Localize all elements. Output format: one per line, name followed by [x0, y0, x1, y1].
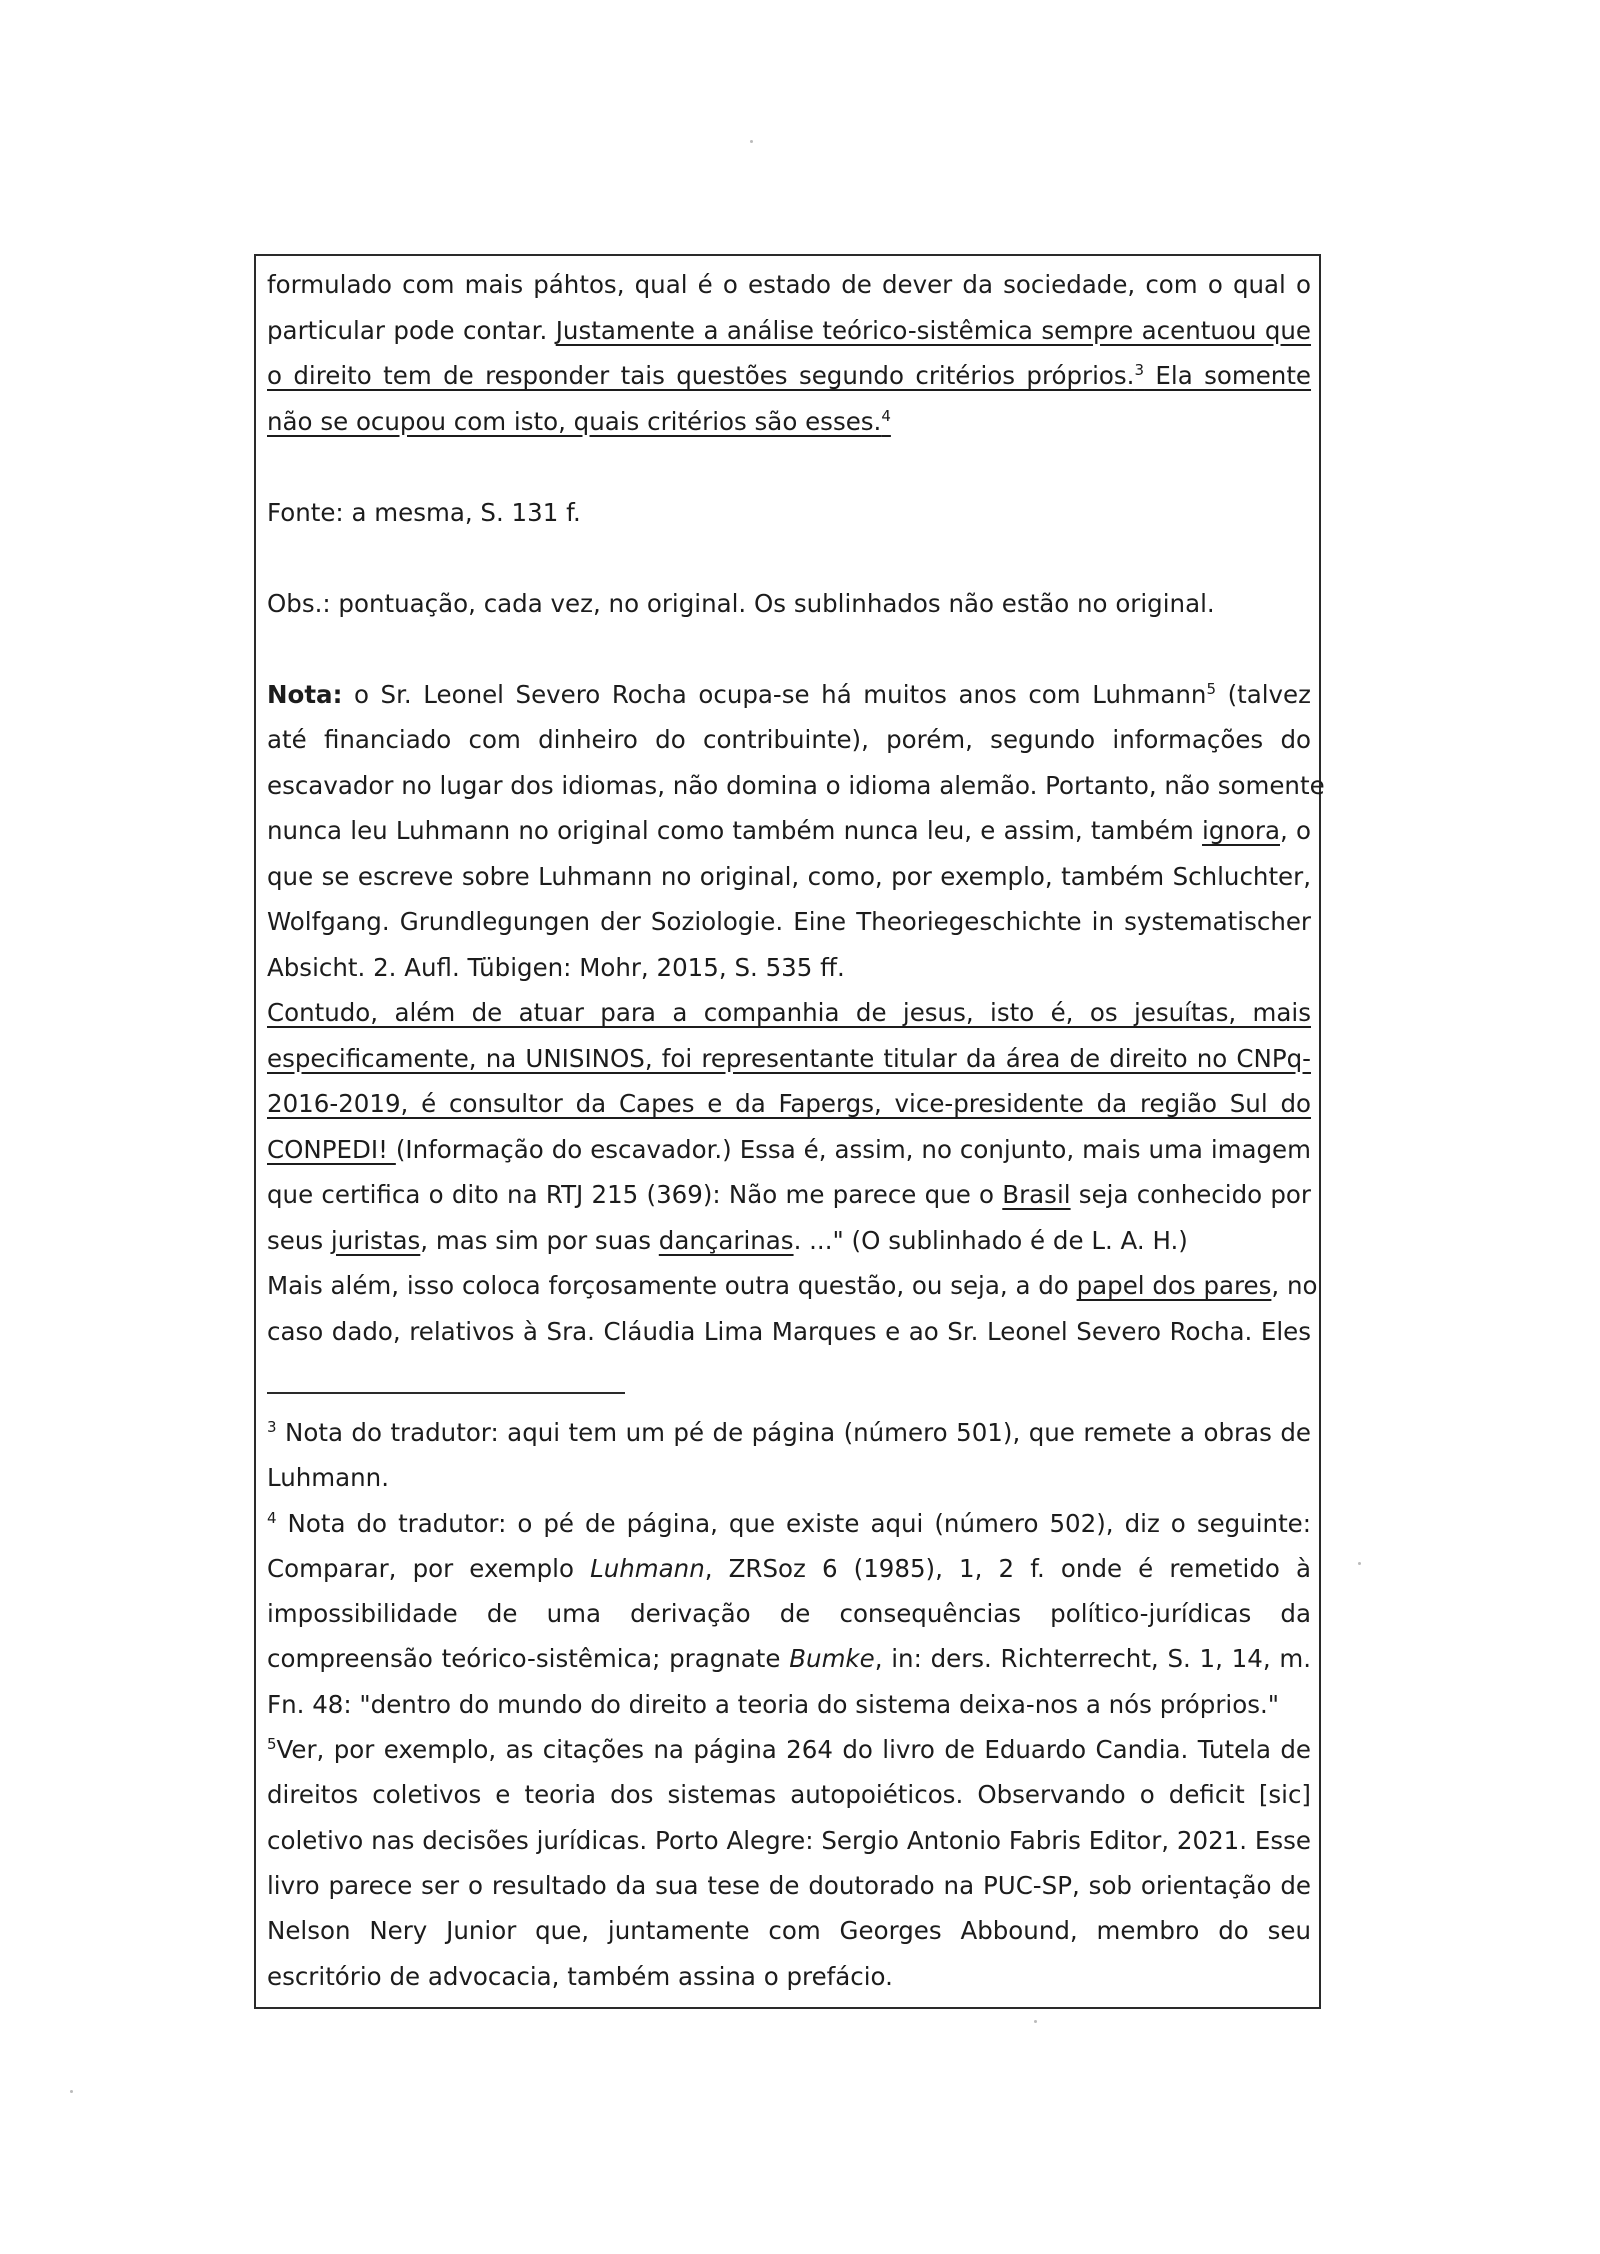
document-frame: [254, 254, 1325, 2009]
contudo-line: seus juristas, mas sim por suas dançarinas. ..." (O sublinhado é de L. A. H.): [267, 1225, 1188, 1255]
quote-line: formulado com mais páhtos, qual é o estado de dever da sociedade, com o qual o: [267, 270, 1311, 299]
footnote-separator: [267, 1392, 625, 1394]
nota-line: nunca leu Luhmann no original como também nunca leu, e assim, também ignora, o: [267, 816, 1311, 845]
source-line: Fonte: a mesma, S. 131 f.: [267, 497, 581, 527]
contudo-line: que certifica o dito na RTJ 215 (369): Não me parece que o Brasil seja conhecido por: [267, 1180, 1311, 1209]
nota-line: até financiado com dinheiro do contribuinte), porém, segundo informações do: [267, 725, 1311, 754]
footnote-4: Comparar, por exemplo Luhmann, ZRSoz 6 (1985), 1, 2 f. onde é remetido à: [267, 1553, 1311, 1583]
footnote-4: impossibilidade de uma derivação de consequências político-jurídicas da: [267, 1599, 1311, 1629]
footnote-5: escritório de advocacia, também assina o prefácio.: [267, 1961, 893, 1991]
footnote-5: coletivo nas decisões jurídicas. Porto Alegre: Sergio Antonio Fabris Editor, 2021. Esse: [267, 1825, 1311, 1855]
scan-speck: [750, 140, 753, 143]
contudo-line: 2016-2019, é consultor da Capes e da Fapergs, vice-presidente da região Sul do: [267, 1089, 1311, 1118]
nota-line: Wolfgang. Grundlegungen der Soziologie. Eine Theoriegeschichte in systematischer: [267, 907, 1311, 936]
mais-line: caso dado, relativos à Sra. Cláudia Lima Marques e ao Sr. Leonel Severo Rocha. Eles: [267, 1316, 1311, 1346]
contudo-line: CONPEDI! (Informação do escavador.) Essa é, assim, no conjunto, mais uma imagem: [267, 1134, 1311, 1164]
scan-speck: [70, 2090, 73, 2093]
obs-line: Obs.: pontuação, cada vez, no original. Os sublinhados não estão no original.: [267, 588, 1215, 618]
nota-line: que se escreve sobre Luhmann no original, como, por exemplo, também Schluchter,: [267, 861, 1311, 891]
quote-line: particular pode contar. Justamente a análise teórico-sistêmica sempre acentuou que: [267, 315, 1311, 345]
footnote-4: compreensão teórico-sistêmica; pragnate Bumke, in: ders. Richterrecht, S. 1, 14, m.: [267, 1644, 1312, 1674]
footnote-5: Nelson Nery Junior que, juntamente com Georges Abbound, membro do seu: [267, 1916, 1311, 1946]
quote-line: não se ocupou com isto, quais critérios são esses.$^4$: [267, 406, 891, 436]
scan-speck: [1358, 1562, 1361, 1565]
nota-line: Nota: o Sr. Leonel Severo Rocha ocupa-se há muitos anos com Luhmann$^5$ (talvez: [267, 679, 1311, 709]
footnote-5: $^5$Ver, por exemplo, as citações na página 264 do livro de Eduardo Candia. Tutela de: [267, 1734, 1311, 1765]
contudo-line: Contudo, além de atuar para a companhia de jesus, isto é, os jesuítas, mais: [267, 998, 1311, 1027]
nota-line: escavador no lugar dos idiomas, não domina o idioma alemão. Portanto, não somente: [267, 770, 1325, 800]
footnotes: [267, 1410, 1311, 1999]
scan-speck: [1034, 2020, 1037, 2023]
quote-line: o direito tem de responder tais questões segundo critérios próprios.$^3$ Ela somente: [267, 360, 1312, 390]
footnote-5: livro parece ser o resultado da sua tese de doutorado na PUC-SP, sob orientação de: [267, 1870, 1311, 1900]
footnote-5: direitos coletivos e teoria dos sistemas autopoiéticos. Observando o deficit [sic]: [267, 1780, 1311, 1810]
nota-line: Absicht. 2. Aufl. Tübigen: Mohr, 2015, S. 535 ff.: [267, 952, 845, 982]
nota-label: Nota:: [267, 679, 343, 709]
contudo-line: especificamente, na UNISINOS, foi representante titular da área de direito no CNPq-: [267, 1043, 1311, 1073]
footnote-4: Fn. 48: "dentro do mundo do direito a teoria do sistema deixa-nos a nós próprios.": [267, 1689, 1280, 1719]
mais-line: Mais além, isso coloca forçosamente outra questão, ou seja, a do papel dos pares, no: [267, 1271, 1318, 1300]
footnote-3: Luhmann.: [267, 1463, 389, 1493]
footnote-3: $^3$ Nota do tradutor: aqui tem um pé de página (número 501), que remete a obras de: [267, 1417, 1311, 1447]
footnote-4: $^4$ Nota do tradutor: o pé de página, que existe aqui (número 502), diz o seguinte:: [267, 1508, 1311, 1538]
